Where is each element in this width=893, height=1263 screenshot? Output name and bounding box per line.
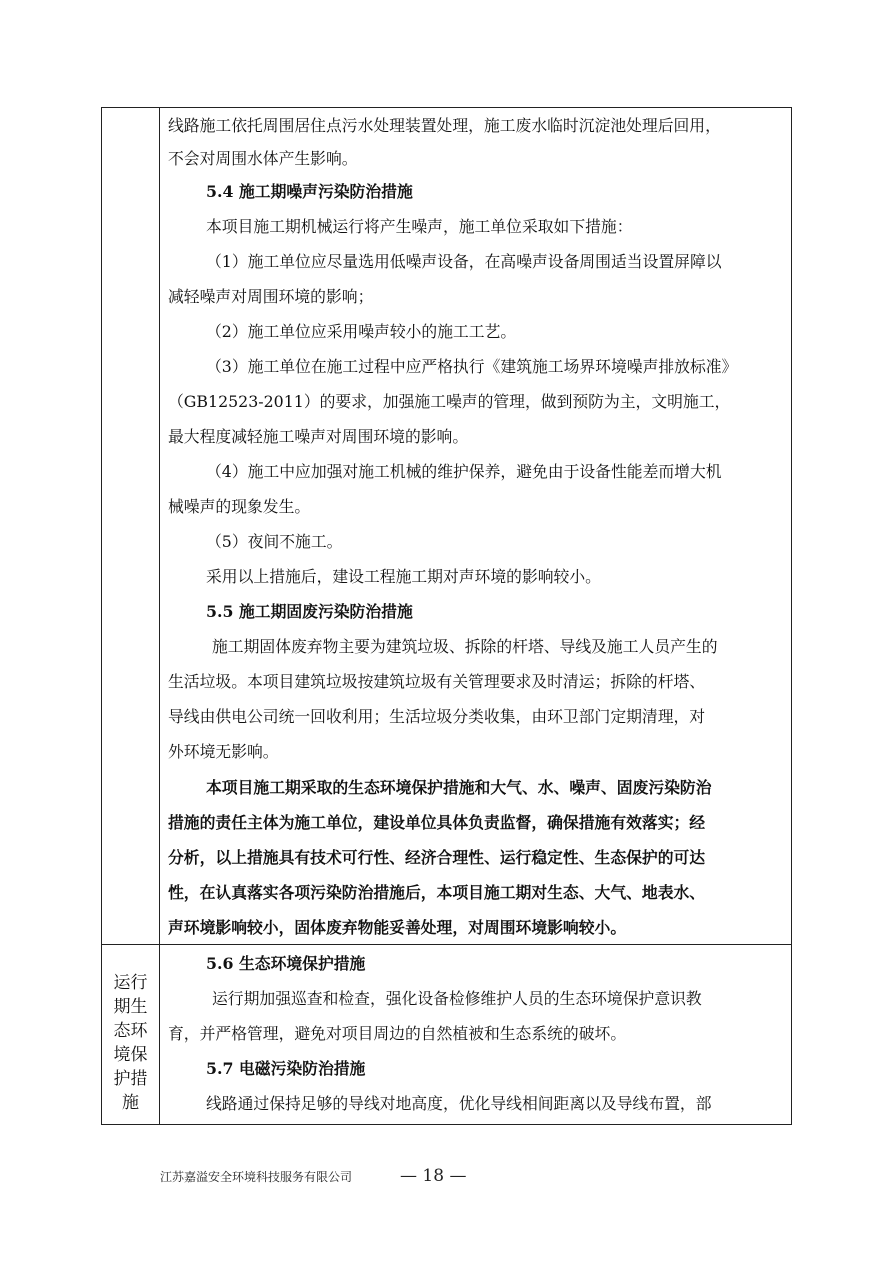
text-line: 生活垃圾。本项目建筑垃圾按建筑垃圾有关管理要求及时清运；拆除的杆塔、 — [168, 672, 706, 691]
row-divider — [102, 944, 791, 945]
content-table — [101, 107, 792, 1125]
text-line: 5.4 施工期噪声污染防治措施 — [206, 182, 413, 201]
text-line: 最大程度减轻施工噪声对周围环境的影响。 — [168, 427, 469, 446]
text-line: 分析，以上措施具有技术可行性、经济合理性、运行稳定性、生态保护的可达 — [168, 848, 706, 867]
footer-company: 江苏嘉溢安全环境科技服务有限公司 — [160, 1170, 353, 1184]
text-line: 5.7 电磁污染防治措施 — [206, 1059, 366, 1078]
row-label-segment: 运行 — [113, 973, 148, 993]
text-line: 本项目施工期采取的生态环境保护措施和大气、水、噪声、固废污染防治 — [206, 778, 712, 797]
text-line: 声环境影响较小，固体废弃物能妥善处理，对周围环境影响较小。 — [168, 918, 627, 937]
text-line: 线路施工依托周围居住点污水处理装置处理，施工废水临时沉淀池处理后回用， — [168, 116, 721, 135]
text-line: 性，在认真落实各项污染防治措施后，本项目施工期对生态、大气、地表水、 — [168, 883, 706, 902]
row-label-segment: 护措 — [113, 1069, 148, 1089]
text-line: 育，并严格管理，避免对项目周边的自然植被和生态系统的破坏。 — [168, 1024, 627, 1043]
text-line: 5.6 生态环境保护措施 — [206, 954, 366, 973]
text-line: （1）施工单位应尽量选用低噪声设备，在高噪声设备周围适当设置屏障以 — [206, 252, 722, 271]
text-line: （2）施工单位应采用噪声较小的施工工艺。 — [206, 322, 517, 341]
text-line: 措施的责任主体为施工单位，建设单位具体负责监督，确保措施有效落实；经 — [168, 813, 706, 832]
text-line: （3）施工单位在施工过程中应严格执行《建筑施工场界环境噪声排放标准》 — [206, 357, 738, 376]
text-line: 械噪声的现象发生。 — [168, 497, 311, 516]
row-label-segment: 期生 — [113, 997, 148, 1017]
text-line: 不会对周围水体产生影响。 — [168, 149, 358, 168]
page-number: — 18 — — [400, 1166, 467, 1186]
column-divider — [159, 108, 160, 1124]
row-label-segment: 境保 — [113, 1045, 148, 1065]
text-line: 5.5 施工期固废污染防治措施 — [206, 602, 413, 621]
row-label-operation-period — [102, 971, 159, 1115]
text-line: 采用以上措施后，建设工程施工期对声环境的影响较小。 — [206, 567, 601, 586]
text-line: （4）施工中应加强对施工机械的维护保养，避免由于设备性能差而增大机 — [206, 462, 722, 481]
text-line: 运行期加强巡查和检查，强化设备检修维护人员的生态环境保护意识教 — [212, 989, 702, 1008]
row-label-segment: 施 — [122, 1093, 139, 1113]
text-line: 线路通过保持足够的导线对地高度，优化导线相间距离以及导线布置，部 — [206, 1094, 712, 1113]
text-line: 本项目施工期机械运行将产生噪声，施工单位采取如下措施： — [206, 217, 633, 236]
row-label-segment: 态环 — [113, 1021, 148, 1041]
text-line: 施工期固体废弃物主要为建筑垃圾、拆除的杆塔、导线及施工人员产生的 — [212, 637, 718, 656]
text-line: （GB12523-2011）的要求，加强施工噪声的管理，做到预防为主，文明施工， — [168, 392, 731, 411]
text-line: （5）夜间不施工。 — [206, 532, 343, 551]
text-line: 外环境无影响。 — [168, 742, 279, 761]
text-line: 减轻噪声对周围环境的影响； — [168, 287, 374, 306]
text-line: 导线由供电公司统一回收利用；生活垃圾分类收集，由环卫部门定期清理，对 — [168, 707, 706, 726]
